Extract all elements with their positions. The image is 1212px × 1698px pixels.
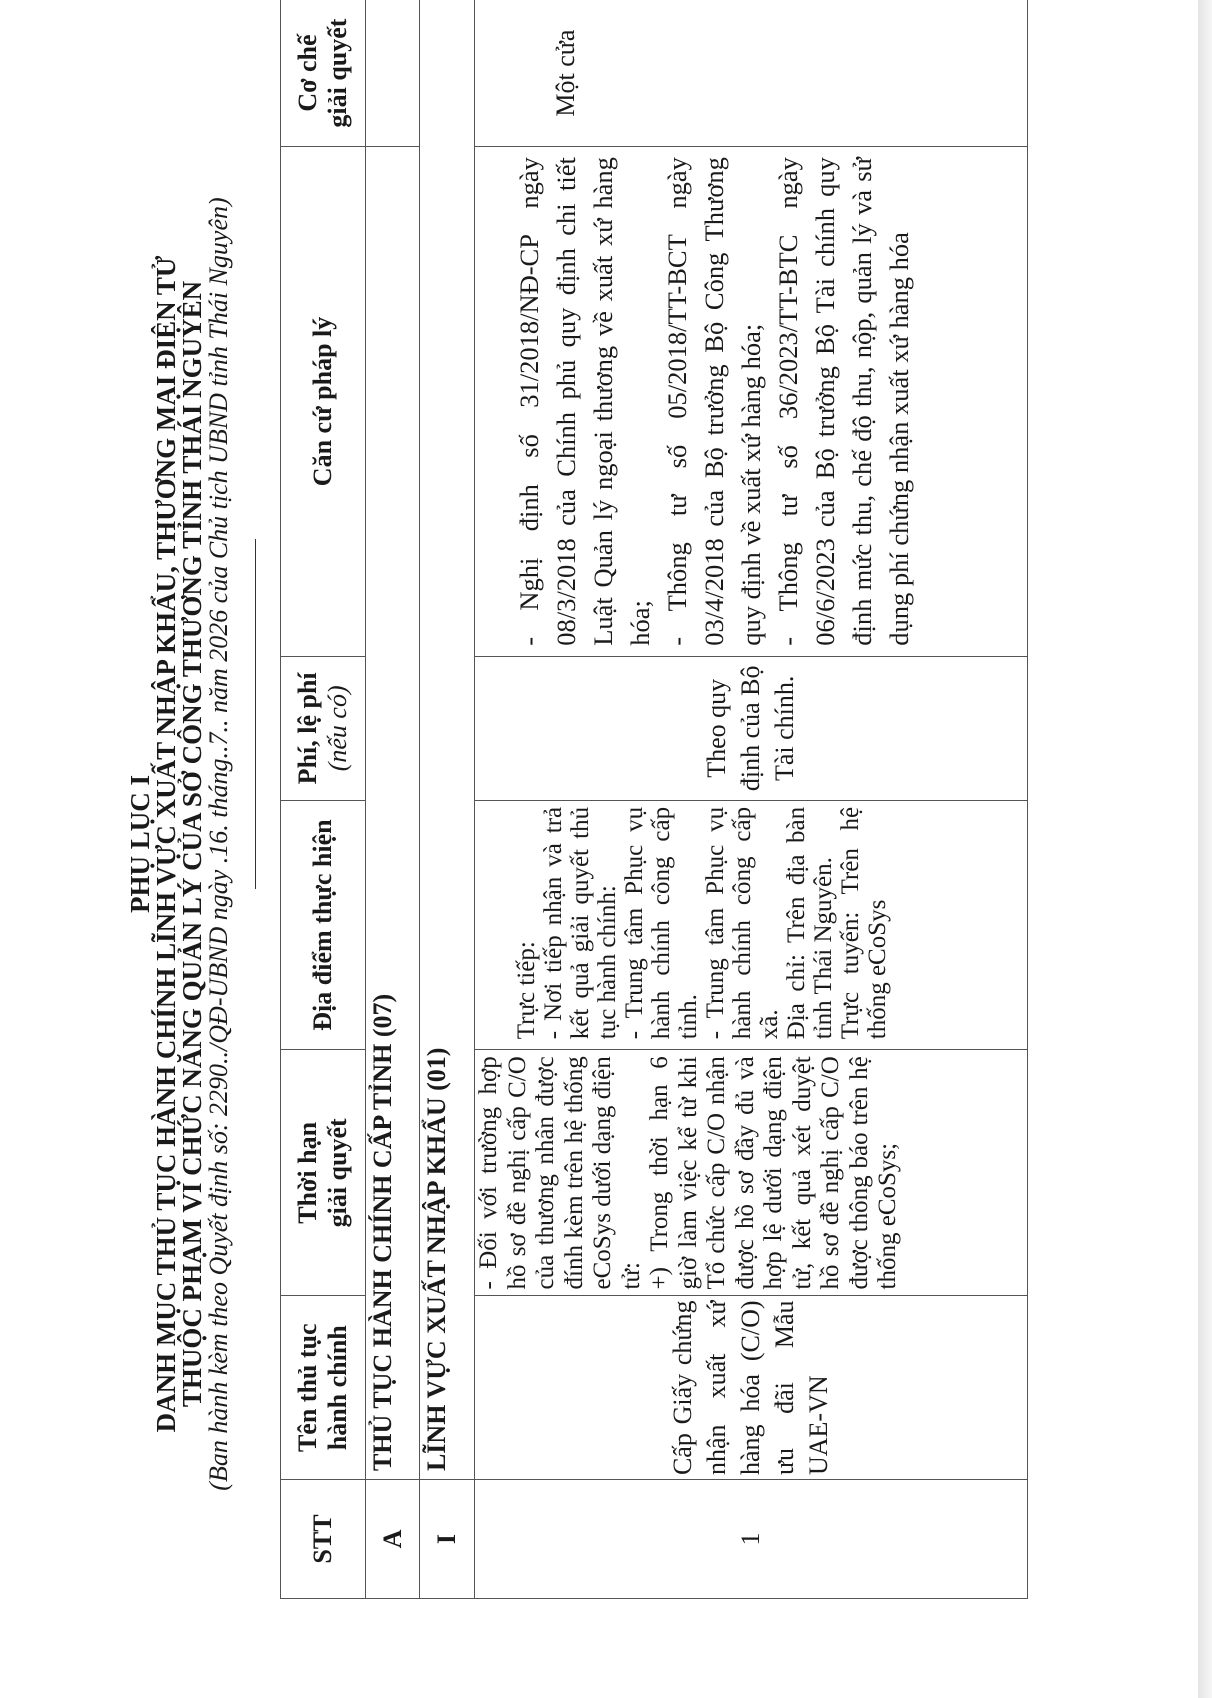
location-paragraph-5: Địa chỉ: Trên địa bàn tỉnh Thái Nguyên.: [783, 806, 837, 1040]
header-processing-time: Thời hạn giải quyết: [281, 1050, 366, 1296]
row-legal-basis: [475, 147, 1028, 657]
page-edge-shadow: [1198, 0, 1212, 1698]
row-fee: Theo quy định của Bộ Tài chính.: [475, 656, 1028, 800]
location-paragraph-6: Trực tuyến: Trên hệ thống eCoSys: [837, 806, 891, 1040]
header-stt: STT: [281, 1480, 366, 1599]
header-location: Địa điểm thực hiện: [281, 800, 366, 1049]
location-paragraph-1: Trực tiếp:: [513, 941, 540, 1040]
header-fee: Phí, lệ phí (nếu có): [281, 656, 366, 800]
title-divider: [255, 539, 256, 889]
location-paragraph-4: - Trung tâm Phục vụ hành chính công cấp xã.: [702, 806, 783, 1040]
table-header-row: [281, 0, 366, 1599]
legal-paragraph-3: - Thông tư số 36/2023/TT-BTC ngày 06/6/2023 của Bộ trưởng Bộ Tài chính quy định mức thu, chế độ thu, nộp, quản lý và sử dụng phí chứng nhận xuất xứ hàng hóa: [773, 157, 914, 646]
rotated-content: [10, 0, 1110, 1599]
section-row-a: [366, 0, 420, 1599]
decision-reference: (Ban hành kèm theo Quyết định số: 2290../QĐ-UBND ngày .16. tháng..7.. năm 2026 của Chủ tịch UBND tỉnh Thái Nguyên): [204, 197, 233, 1491]
time-paragraph-2: +) Trong thời hạn 6 giờ làm việc kể từ khi Tổ chức cấp C/O nhận được hồ sơ đầy đủ và hợp lệ dưới dạng điện tử, kết quả xét duyệt hồ sơ đề nghị cấp C/O được thông báo trên hệ thống eCoSys;: [646, 1056, 901, 1290]
header-procedure-name: Tên thủ tục hành chính: [281, 1296, 366, 1480]
location-paragraph-3: - Trung tâm Phục vụ hành chính công cấp tỉnh.: [621, 806, 702, 1040]
section-row-i: [420, 0, 475, 1599]
section-i-code: I: [420, 1480, 475, 1599]
row-location: [475, 800, 1028, 1049]
legal-paragraph-2: - Thông tư số 05/2018/TT-BCT ngày 03/4/2018 của Bộ trưởng Bộ Công Thương quy định về xuất xứ hàng hóa;: [662, 157, 766, 646]
header-mechanism: Cơ chế giải quyết: [281, 0, 366, 147]
list-title-line2: THUỘC PHẠM VI CHỨC NĂNG QUẢN LÝ CỦA SỞ CÔNG THƯƠNG TỈNH THÁI NGUYÊN: [177, 280, 207, 1408]
list-title-line1: DANH MỤC THỦ TỤC HÀNH CHÍNH LĨNH VỰC XUẤT NHẬP KHẨU, THƯƠNG MẠI ĐIỆN TỬ: [151, 255, 181, 1433]
row-processing-time: [475, 1050, 1028, 1296]
location-paragraph-2: - Nơi tiếp nhận và trả kết quả giải quyết thủ tục hành chính:: [540, 806, 621, 1040]
row-procedure-name: Cấp Giấy chứng nhận xuất xứ hàng hóa (C/O) ưu đãi Mẫu UAE-VN: [475, 1296, 1028, 1480]
document-header: [127, 89, 233, 1599]
row-stt: 1: [475, 1480, 1028, 1599]
procedure-table: [280, 0, 1028, 1599]
header-legal-basis: Căn cứ pháp lý: [281, 147, 366, 657]
section-a-code: A: [366, 1480, 420, 1599]
table-row: [475, 0, 1028, 1599]
time-paragraph-1: - Đối với trường hợp hồ sơ đề nghị cấp C/O của thương nhân được đính kèm trên hệ thống eCoSys dưới dạng điện tử:: [475, 1056, 645, 1290]
section-i-label: LĨNH VỰC XUẤT NHẬP KHẨU (01): [420, 0, 475, 1480]
section-a-label: THỦ TỤC HÀNH CHÍNH CẤP TỈNH (07): [366, 147, 420, 1480]
appendix-title: PHỤ LỤC I: [125, 775, 155, 914]
section-a-empty: [366, 0, 420, 147]
legal-paragraph-1: - Nghị định số 31/2018/NĐ-CP ngày 08/3/2018 của Chính phủ quy định chi tiết Luật Quản lý ngoại thương về xuất xứ hàng hóa;: [514, 157, 655, 646]
row-mechanism: Một cửa: [475, 0, 1028, 147]
